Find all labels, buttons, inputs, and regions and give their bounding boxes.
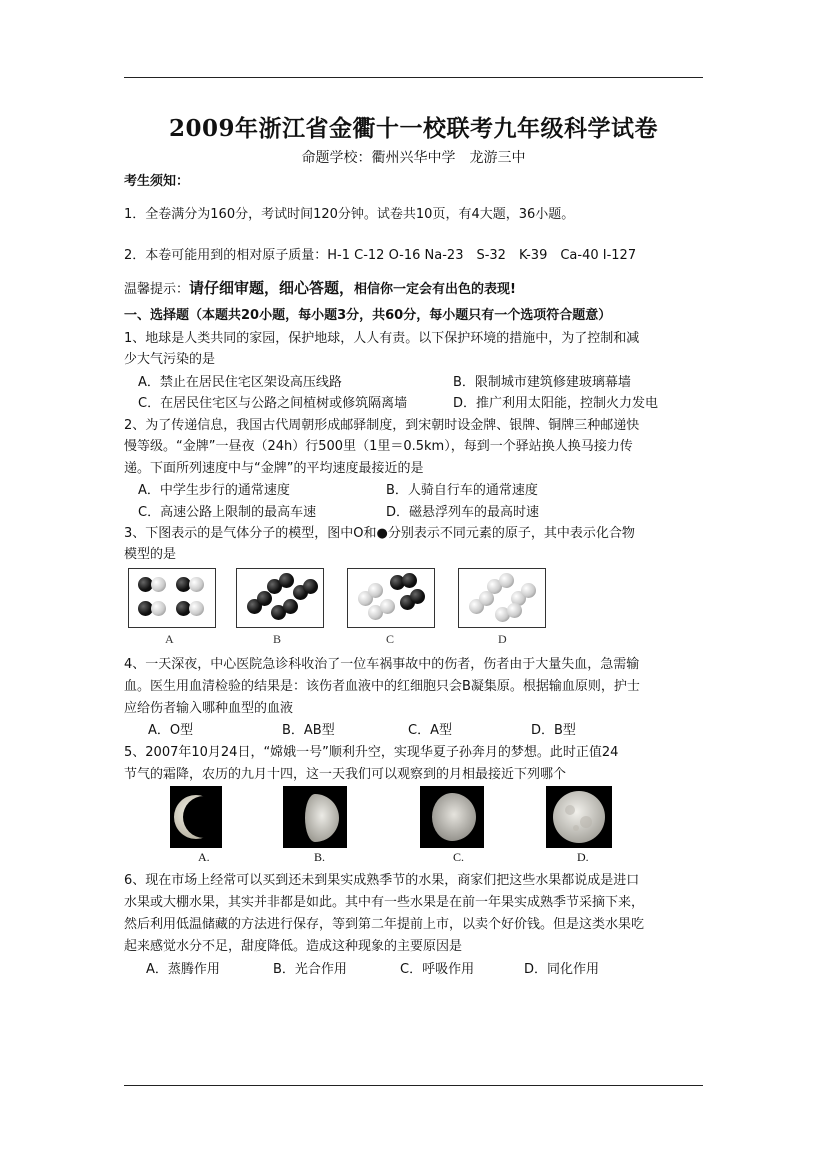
molecule-label-c: C — [386, 632, 395, 646]
q4-option-a: A．O型 — [148, 723, 194, 738]
q2-option-a: A．中学生步行的通常速度 — [138, 483, 290, 498]
molecule-label-b: B — [273, 632, 282, 646]
moon-label-c: C. — [453, 850, 465, 864]
q6-option-d: D．同化作用 — [524, 962, 600, 977]
moon-label-b: B. — [314, 850, 326, 864]
q1-stem-line-2: 少大气污染的是 — [124, 352, 216, 367]
q6-stem-line-3: 然后利用低温储藏的方法进行保存，等到第二年提前上市，以卖个好价钱。但是这类水果吃 — [124, 917, 645, 932]
q4-option-b: B．AB型 — [282, 723, 335, 738]
tip-prefix: 温馨提示： — [124, 282, 190, 297]
moon-label-a: A. — [198, 850, 210, 864]
exam-subtitle: 命题学校：衢州兴华中学 龙游三中 — [301, 150, 526, 166]
q2-stem-line-1: 2、为了传递信息，我国古代周朝形成邮驿制度，到宋朝时设金牌、银牌、铜牌三种邮递快 — [124, 418, 640, 433]
molecule-model-b — [236, 568, 324, 628]
molecule-label-d: D — [498, 632, 507, 646]
q1-option-c: C．在居民住宅区与公路之间植树或修筑隔离墙 — [138, 396, 408, 411]
q6-stem-line-4: 起来感觉水分不足，甜度降低。造成这种现象的主要原因是 — [124, 939, 463, 954]
moon-phase-full-image — [546, 786, 612, 848]
q6-stem-line-2: 水果或大棚水果，其实并非都是如此。其中有一些水果是在前一年果实成熟季节采摘下来， — [124, 895, 645, 910]
q1-option-d: D．推广利用太阳能，控制火力发电 — [453, 396, 659, 411]
tip-line — [124, 277, 516, 298]
notice-item-1: 1．全卷满分为160分，考试时间120分钟。试卷共10页，有4大题，36小题。 — [124, 207, 575, 222]
q1-option-a: A．禁止在居民住宅区架设高压线路 — [138, 375, 342, 390]
footer-rule — [124, 1085, 703, 1086]
q2-stem-line-2: 慢等级。“金牌”一昼夜（24h）行500里（1里＝0.5km），每到一个驿站换人换马接力传 — [124, 439, 633, 454]
q2-option-c: C．高速公路上限制的最高车速 — [138, 505, 317, 520]
q2-option-d: D．磁悬浮列车的最高时速 — [386, 505, 540, 520]
q6-option-a: A．蒸腾作用 — [146, 962, 220, 977]
moon-phase-first-quarter-image — [283, 786, 347, 848]
q4-option-d: D．B型 — [531, 723, 576, 738]
q2-stem-line-3: 递。下面所列速度中与“金牌”的平均速度最接近的是 — [124, 461, 424, 476]
q3-stem-line-1: 3、下图表示的是气体分子的模型，图中O和●分别表示不同元素的原子，其中表示化合物 — [124, 526, 635, 541]
q6-option-b: B．光合作用 — [273, 962, 347, 977]
q3-stem-line-2: 模型的是 — [124, 547, 177, 562]
q1-stem-line-1: 1、地球是人类共同的家园，保护地球，人人有责。以下保护环境的措施中，为了控制和减 — [124, 331, 640, 346]
section-heading: 一、选择题（本题共20小题，每小题3分，共60分，每小题只有一个选项符合题意） — [124, 308, 612, 323]
q6-option-c: C．呼吸作用 — [400, 962, 475, 977]
q5-stem-line-1: 5、2007年10月24日，“嫦娥一号”顺利升空，实现华夏子孙奔月的梦想。此时正值24 — [124, 745, 619, 760]
molecule-model-a — [128, 568, 216, 628]
moon-phase-crescent-image — [170, 786, 222, 848]
tip-emphasis: 请仔细审题，细心答题， — [189, 279, 355, 297]
q1-option-b: B．限制城市建筑修建玻璃幕墙 — [453, 375, 631, 390]
q4-stem-line-2: 血。医生用血清检验的结果是：该伤者血液中的红细胞只会B凝集原。根据输血原则，护士 — [124, 679, 640, 694]
moon-label-d: D. — [577, 850, 589, 864]
notice-heading: 考生须知： — [124, 174, 190, 189]
notice-item-2: 2．本卷可能用到的相对原子质量：H-1 C-12 O-16 Na-23 S-32 K-39 Ca-40 I-127 — [124, 248, 637, 263]
tip-suffix: 相信你一定会有出色的表现! — [354, 282, 516, 297]
q2-option-b: B．人骑自行车的通常速度 — [386, 483, 538, 498]
header-rule — [124, 77, 703, 78]
molecule-label-a: A — [165, 632, 174, 646]
exam-title: 2009年浙江省金衢十一校联考九年级科学试卷 — [168, 115, 658, 142]
q4-option-c: C．A型 — [408, 723, 452, 738]
molecule-model-c — [347, 568, 435, 628]
q5-stem-line-2: 节气的霜降，农历的九月十四，这一天我们可以观察到的月相最接近下列哪个 — [124, 767, 567, 782]
molecule-model-d — [458, 568, 546, 628]
q4-stem-line-1: 4、一天深夜，中心医院急诊科收治了一位车祸事故中的伤者，伤者由于大量失血，急需输 — [124, 657, 640, 672]
q6-stem-line-1: 6、现在市场上经常可以买到还未到果实成熟季节的水果，商家们把这些水果都说成是进口 — [124, 873, 640, 888]
q4-stem-line-3: 应给伤者输入哪种血型的血液 — [124, 701, 294, 716]
moon-phase-gibbous-image — [420, 786, 484, 848]
